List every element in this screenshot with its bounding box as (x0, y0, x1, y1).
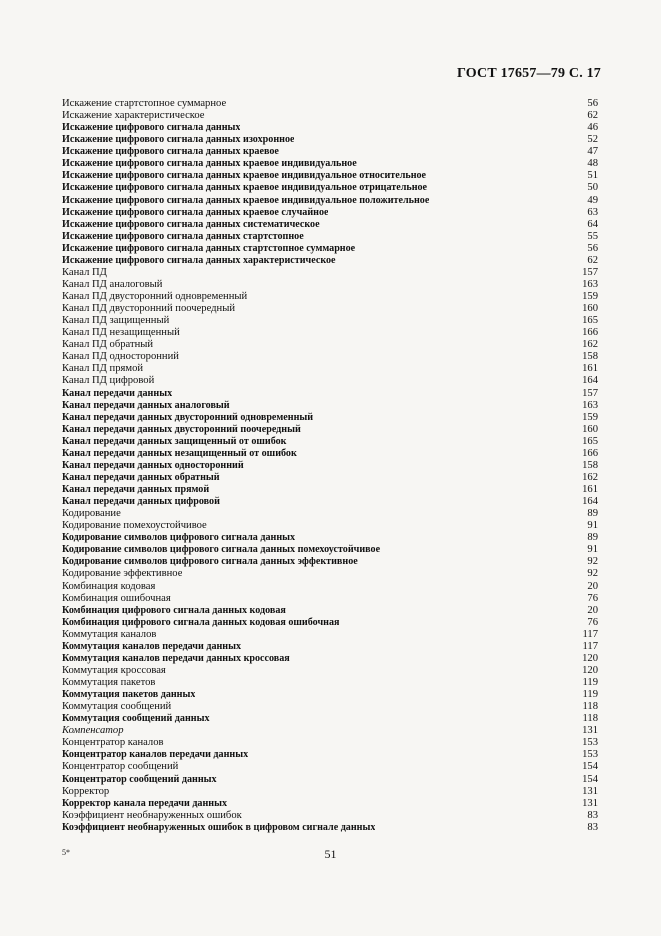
index-term: Искажение цифрового сигнала данных краевое (62, 146, 279, 158)
index-term: Кодирование (62, 508, 121, 520)
index-term: Коэффициент необнаруженных ошибок в цифровом сигнале данных (62, 821, 376, 833)
index-entry (62, 629, 598, 641)
index-term: Концентратор каналов (62, 737, 164, 749)
index-term: Канал передачи данных односторонний (62, 459, 244, 471)
index-term: Концентратор сообщений (62, 761, 179, 773)
index-page-ref: 158 (582, 351, 598, 363)
index-page-ref: 89 (587, 532, 598, 544)
index-entry (62, 822, 598, 834)
index-entry (62, 279, 598, 291)
index-entry (62, 255, 598, 267)
index-page-ref: 159 (582, 411, 598, 423)
index-term: Канал ПД (62, 266, 107, 278)
index-term: Искажение цифрового сигнала данных краевое индивидуальное относительное (62, 170, 427, 182)
index-entry (62, 243, 598, 255)
index-entry (62, 761, 598, 773)
index-term: Канал ПД обратный (62, 339, 154, 351)
index-page-ref: 163 (582, 399, 598, 411)
index-entry (62, 508, 598, 520)
index-term: Канал передачи данных двусторонний поочередный (62, 423, 301, 435)
index-page-ref: 157 (582, 266, 598, 278)
index-page-ref: 83 (587, 821, 598, 833)
index-entry (62, 798, 598, 810)
index-term: Искажение стартстопное суммарное (62, 98, 227, 109)
index-page-ref: 51 (587, 170, 598, 182)
index-term: Канал передачи данных (62, 387, 173, 399)
index-page-ref: 163 (582, 278, 598, 290)
index-page-ref: 131 (582, 725, 598, 737)
index-page-ref: 164 (582, 496, 598, 508)
index-page-ref: 165 (582, 435, 598, 447)
index-term: Искажение цифрового сигнала данных краевое случайное (62, 206, 329, 218)
index-term: Коммутация сообщений данных (62, 713, 210, 725)
index-page-ref: 159 (582, 291, 598, 302)
index-term: Канал ПД незащищенный (62, 327, 180, 339)
index-entry (62, 581, 598, 593)
index-term: Канал передачи данных незащищенный от ошибок (62, 447, 297, 459)
index-term: Искажение цифрового сигнала данных систематическое (62, 218, 320, 230)
index-entry (62, 146, 598, 158)
index-page-ref: 154 (582, 761, 598, 773)
index-page-ref: 117 (582, 640, 598, 652)
index-entry (62, 351, 598, 363)
index-term: Искажение характеристическое (62, 110, 205, 122)
index-entry (62, 122, 598, 134)
index-term: Корректор канала передачи данных (62, 797, 228, 809)
index-entry (62, 774, 598, 786)
index-page-ref: 119 (582, 689, 598, 701)
index-term: Коммутация пакетов (62, 677, 156, 688)
index-term: Канал ПД односторонний (62, 351, 179, 363)
index-term: Канал ПД двусторонний поочередный (62, 303, 236, 315)
term-index-list (62, 98, 598, 834)
index-entry (62, 400, 598, 412)
index-entry (62, 182, 598, 194)
index-page-ref: 117 (582, 628, 598, 640)
index-entry (62, 725, 598, 737)
index-page-ref: 118 (582, 701, 598, 713)
index-page-ref: 47 (587, 146, 598, 158)
index-page-ref: 120 (582, 664, 598, 676)
index-term: Компенсатор (62, 725, 124, 737)
index-entry (62, 520, 598, 532)
index-page-ref: 166 (582, 447, 598, 459)
index-page-ref: 76 (587, 592, 598, 604)
index-term: Искажение цифрового сигнала данных характеристическое (62, 254, 336, 266)
index-page-ref: 165 (582, 315, 598, 327)
index-term: Канал передачи данных двусторонний одновременный (62, 411, 314, 423)
index-page-ref: 161 (582, 484, 598, 495)
index-page-ref: 46 (587, 122, 598, 134)
index-entry (62, 786, 598, 798)
index-entry (62, 689, 598, 701)
index-term: Комбинация кодовая (62, 580, 156, 592)
index-page-ref: 89 (587, 508, 598, 520)
index-entry (62, 315, 598, 327)
index-page-ref: 154 (582, 773, 598, 785)
index-entry (62, 98, 598, 110)
index-page-ref: 158 (582, 459, 598, 471)
index-page-ref: 76 (587, 616, 598, 628)
index-term: Канал передачи данных прямой (62, 484, 210, 495)
index-page-ref: 119 (582, 677, 598, 688)
index-page-ref: 160 (582, 303, 598, 315)
index-entry (62, 424, 598, 436)
index-term: Кодирование эффективное (62, 568, 183, 580)
index-page-ref: 153 (582, 737, 598, 749)
index-entry (62, 484, 598, 496)
index-entry (62, 749, 598, 761)
index-term: Коммутация кроссовая (62, 664, 166, 676)
index-entry (62, 556, 598, 568)
index-page-ref: 55 (587, 230, 598, 242)
index-entry (62, 653, 598, 665)
index-entry (62, 327, 598, 339)
index-entry (62, 134, 598, 146)
index-page-ref: 20 (587, 580, 598, 592)
index-page-ref: 62 (587, 254, 598, 266)
index-term: Искажение цифрового сигнала данных (62, 122, 241, 134)
index-term: Искажение цифрового сигнала данных краевое индивидуальное (62, 158, 357, 170)
index-term: Канал ПД защищенный (62, 315, 170, 327)
index-entry (62, 231, 598, 243)
index-entry (62, 207, 598, 219)
index-page-ref: 91 (587, 520, 598, 532)
index-term: Коммутация каналов передачи данных (62, 640, 242, 652)
index-term: Комбинация ошибочная (62, 592, 171, 604)
index-page-ref: 164 (582, 375, 598, 387)
index-entry (62, 472, 598, 484)
index-page-ref: 162 (582, 339, 598, 351)
index-entry (62, 677, 598, 689)
index-term: Канал передачи данных защищенный от ошибок (62, 435, 287, 447)
index-term: Коэффициент необнаруженных ошибок (62, 809, 242, 821)
index-term: Искажение цифрового сигнала данных краевое индивидуальное отрицательное (62, 182, 428, 194)
index-page-ref: 131 (582, 797, 598, 809)
index-page-ref: 157 (582, 387, 598, 399)
index-entry (62, 496, 598, 508)
index-page-ref: 62 (587, 110, 598, 122)
index-term: Канал передачи данных обратный (62, 471, 220, 483)
index-entry (62, 363, 598, 375)
index-entry (62, 448, 598, 460)
index-entry (62, 460, 598, 472)
index-term: Искажение цифрового сигнала данных стартстопное (62, 230, 304, 242)
index-term: Корректор (62, 785, 110, 797)
index-page-ref: 120 (582, 652, 598, 664)
index-term: Кодирование символов цифрового сигнала данных (62, 532, 296, 544)
signature-mark: 5* (62, 848, 70, 857)
index-entry (62, 412, 598, 424)
index-page-ref: 49 (587, 194, 598, 206)
index-page-ref: 153 (582, 749, 598, 761)
index-term: Концентратор сообщений данных (62, 773, 217, 785)
index-page-ref: 56 (587, 98, 598, 109)
index-page-ref: 50 (587, 182, 598, 194)
index-page-ref: 131 (582, 785, 598, 797)
index-term: Кодирование символов цифрового сигнала данных помехоустойчивое (62, 544, 381, 556)
index-term: Коммутация каналов передачи данных кроссовая (62, 652, 290, 664)
index-entry (62, 303, 598, 315)
index-term: Канал ПД цифровой (62, 375, 155, 387)
index-entry (62, 158, 598, 170)
index-entry (62, 339, 598, 351)
index-page-ref: 166 (582, 327, 598, 339)
index-term: Канал передачи данных аналоговый (62, 399, 230, 411)
index-entry (62, 436, 598, 448)
index-page-ref: 118 (582, 713, 598, 725)
page-header: ГОСТ 17657—79 С. 17 (457, 66, 601, 81)
index-page-ref: 162 (582, 471, 598, 483)
index-page-ref: 83 (587, 809, 598, 821)
index-term: Кодирование помехоустойчивое (62, 520, 207, 532)
index-term: Канал ПД прямой (62, 363, 144, 375)
index-page-ref: 92 (587, 556, 598, 568)
index-term: Канал передачи данных цифровой (62, 496, 220, 508)
index-entry (62, 810, 598, 822)
index-entry (62, 532, 598, 544)
index-entry (62, 544, 598, 556)
index-page-ref: 91 (587, 544, 598, 556)
index-entry (62, 388, 598, 400)
index-entry (62, 291, 598, 303)
index-term: Искажение цифрового сигнала данных стартстопное суммарное (62, 242, 356, 254)
index-term: Коммутация сообщений (62, 701, 172, 713)
index-page-ref: 56 (587, 242, 598, 254)
index-entry (62, 110, 598, 122)
index-term: Канал ПД двусторонний одновременный (62, 291, 248, 302)
index-term: Канал ПД аналоговый (62, 278, 163, 290)
index-entry (62, 701, 598, 713)
index-term: Коммутация каналов (62, 628, 157, 640)
page-number: 51 (324, 847, 337, 861)
index-term: Комбинация цифрового сигнала данных кодовая (62, 604, 286, 616)
index-page-ref: 52 (587, 134, 598, 146)
index-term: Комбинация цифрового сигнала данных кодовая ошибочная (62, 616, 340, 628)
index-entry (62, 665, 598, 677)
index-page-ref: 63 (587, 206, 598, 218)
index-term: Искажение цифрового сигнала данных изохронное (62, 134, 295, 146)
index-term: Концентратор каналов передачи данных (62, 749, 249, 761)
index-term: Коммутация пакетов данных (62, 689, 196, 701)
index-entry (62, 617, 598, 629)
index-entry (62, 737, 598, 749)
index-term: Кодирование символов цифрового сигнала данных эффективное (62, 556, 358, 568)
index-entry (62, 267, 598, 279)
index-entry (62, 568, 598, 580)
index-page-ref: 20 (587, 604, 598, 616)
index-page-ref: 48 (587, 158, 598, 170)
index-entry (62, 641, 598, 653)
index-entry (62, 593, 598, 605)
index-entry (62, 219, 598, 231)
index-entry (62, 195, 598, 207)
index-entry (62, 170, 598, 182)
index-entry (62, 605, 598, 617)
index-term: Искажение цифрового сигнала данных краевое индивидуальное положительное (62, 194, 430, 206)
index-page-ref: 160 (582, 423, 598, 435)
index-entry (62, 713, 598, 725)
index-page-ref: 64 (587, 218, 598, 230)
index-page-ref: 92 (587, 568, 598, 580)
index-entry (62, 375, 598, 387)
index-page-ref: 161 (582, 363, 598, 375)
